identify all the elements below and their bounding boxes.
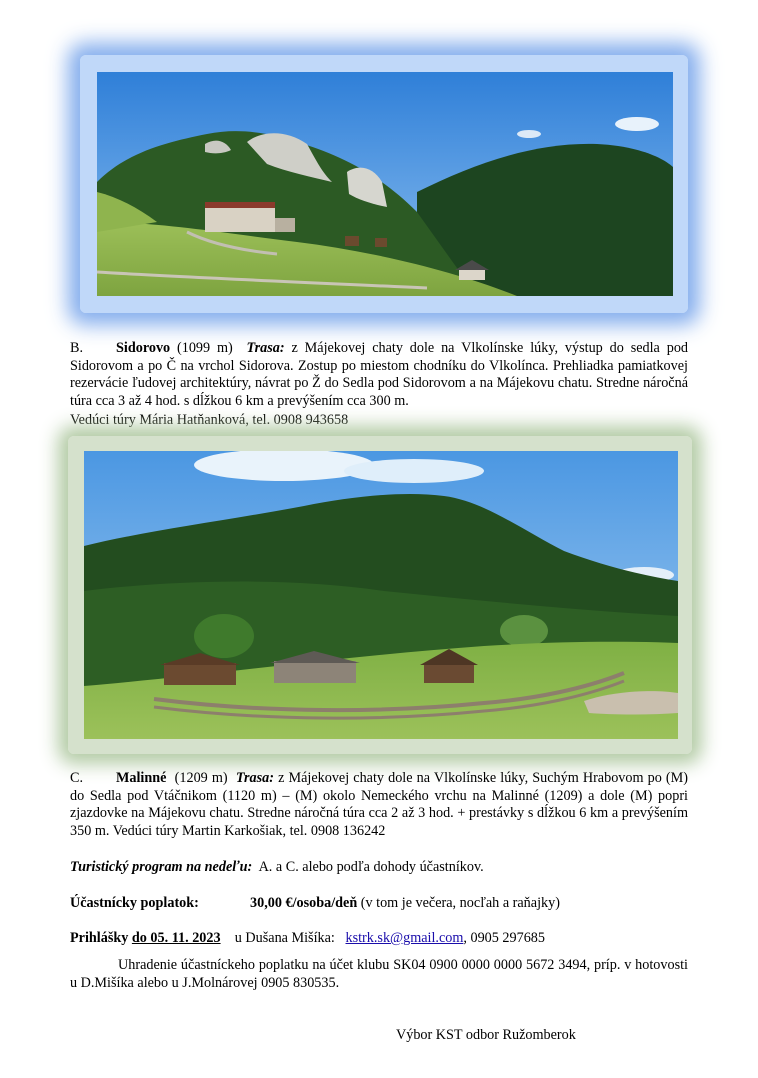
sunday-program-label: Turistický program na nedeľu:: [70, 859, 253, 875]
fee-note: (v tom je večera, nocľah a raňajky): [360, 895, 560, 911]
photo-malinne-meadow: [84, 451, 678, 739]
section-c-paragraph: [70, 770, 688, 840]
section-c-letter: C.: [70, 770, 84, 786]
section-b-elevation: (1099 m): [177, 340, 233, 356]
section-b-letter: B.: [70, 340, 84, 356]
section-c-route: z Májekovej chaty dole na Vlkolínske lúky, Suchým Hrabovom po (M) do Sedla pod Vtáčnikom (1120 m) – (M) okolo Nemeckého vrchu na Malinné (1209) a dole (M) popri zjazdovke na Májekovu chatu. Stredne náročná túra cca 2 až 3 hod. + prestávky s dĺžkou 6 km a prevýšením 350 m. Vedúci túry Martin Karkošiak, tel. 0908 136242: [70, 770, 688, 839]
sunday-program-line: [70, 859, 484, 876]
registration-contact: u Dušana Mišíka:: [234, 930, 335, 946]
signature: Výbor KST odbor Ružomberok: [396, 1027, 576, 1043]
registration-phone: , 0905 297685: [463, 930, 545, 946]
registration-label: Prihlášky: [70, 930, 129, 946]
fee-amount: 30,00 €/osoba/deň: [250, 895, 358, 911]
section-b-leader: Vedúci túry Mária Hatňanková, tel. 0908 943658: [70, 412, 349, 428]
section-b-route: z Májekovej chaty dole na Vlkolínske lúky, výstup do sedla pod Sidorovom a po Č na vrchol Sidorova. Zostup po miestom chodníku do Vlkolínca. Prehliadka pamiatkovej rezervácie ľudovej architektúry, návrat po Ž do Sedla pod Sidorovom a na Májekovu chatu. Stredne náročná túra cca 3 až 4 hod. s dĺžkou 6 km a prevýšením cca 300 m.: [70, 340, 689, 409]
sunday-program-text: A. a C. alebo podľa dohody účastníkov.: [258, 859, 484, 875]
section-c-name: Malinné: [116, 770, 167, 786]
photo-majekova-chata: [97, 72, 673, 296]
registration-email-link[interactable]: kstrk.sk@gmail.com: [345, 930, 464, 946]
section-c-trasa-label: Trasa:: [235, 770, 274, 786]
fee-line: [70, 895, 560, 912]
section-b-paragraph: [70, 340, 688, 410]
section-c-elevation: (1209 m): [174, 770, 228, 786]
section-b-name: Sidorovo: [116, 340, 171, 356]
registration-deadline: do 05. 11. 2023: [131, 930, 221, 946]
payment-paragraph: Uhradenie účastníckeho poplatku na účet klubu SK04 0900 0000 0000 5672 3494, príp. v hotovosti u D.Mišíka alebo u J.Molnárovej 0905 830535.: [70, 957, 688, 991]
section-b-trasa-label: Trasa:: [246, 340, 285, 356]
fee-label: Účastnícky poplatok:: [70, 895, 199, 911]
registration-line: [70, 930, 545, 947]
